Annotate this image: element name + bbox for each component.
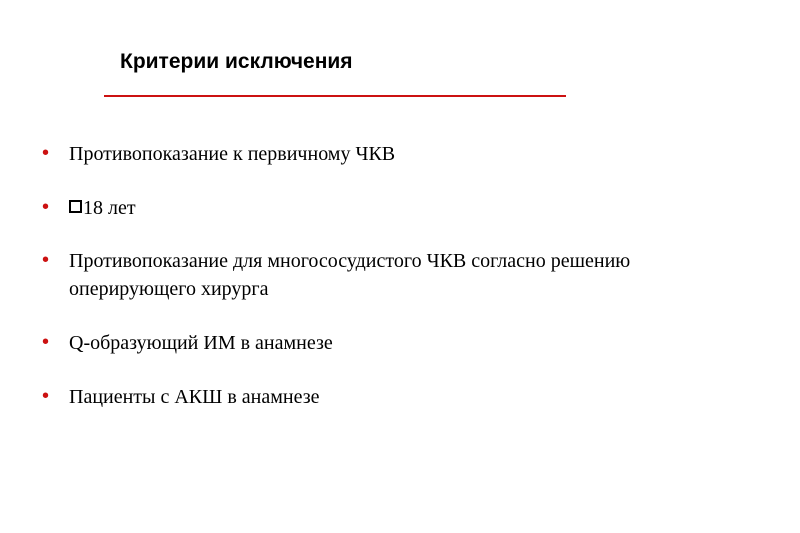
bullet-icon: • [42,385,50,407]
list-item-text: 18 лет [83,197,136,219]
bullet-icon: • [42,142,50,164]
list-item-text: Пациенты с АКШ в анамнезе [69,386,320,408]
bullet-icon: • [42,331,50,353]
list-item-content [69,194,729,222]
slide-title: Критерии исключения [120,50,353,73]
bullet-icon: • [42,196,50,218]
list-item-text: Q-образующий ИМ в анамнезе [69,332,333,354]
list-item-text: Противопоказание к первичному ЧКВ [69,143,396,165]
bullet-icon: • [42,249,50,271]
list-item-text: Противопоказание для многососудистого ЧКВ согласно решению оперирующего хирурга [69,250,631,300]
title-underline [104,95,566,97]
box-symbol-icon [69,200,82,213]
